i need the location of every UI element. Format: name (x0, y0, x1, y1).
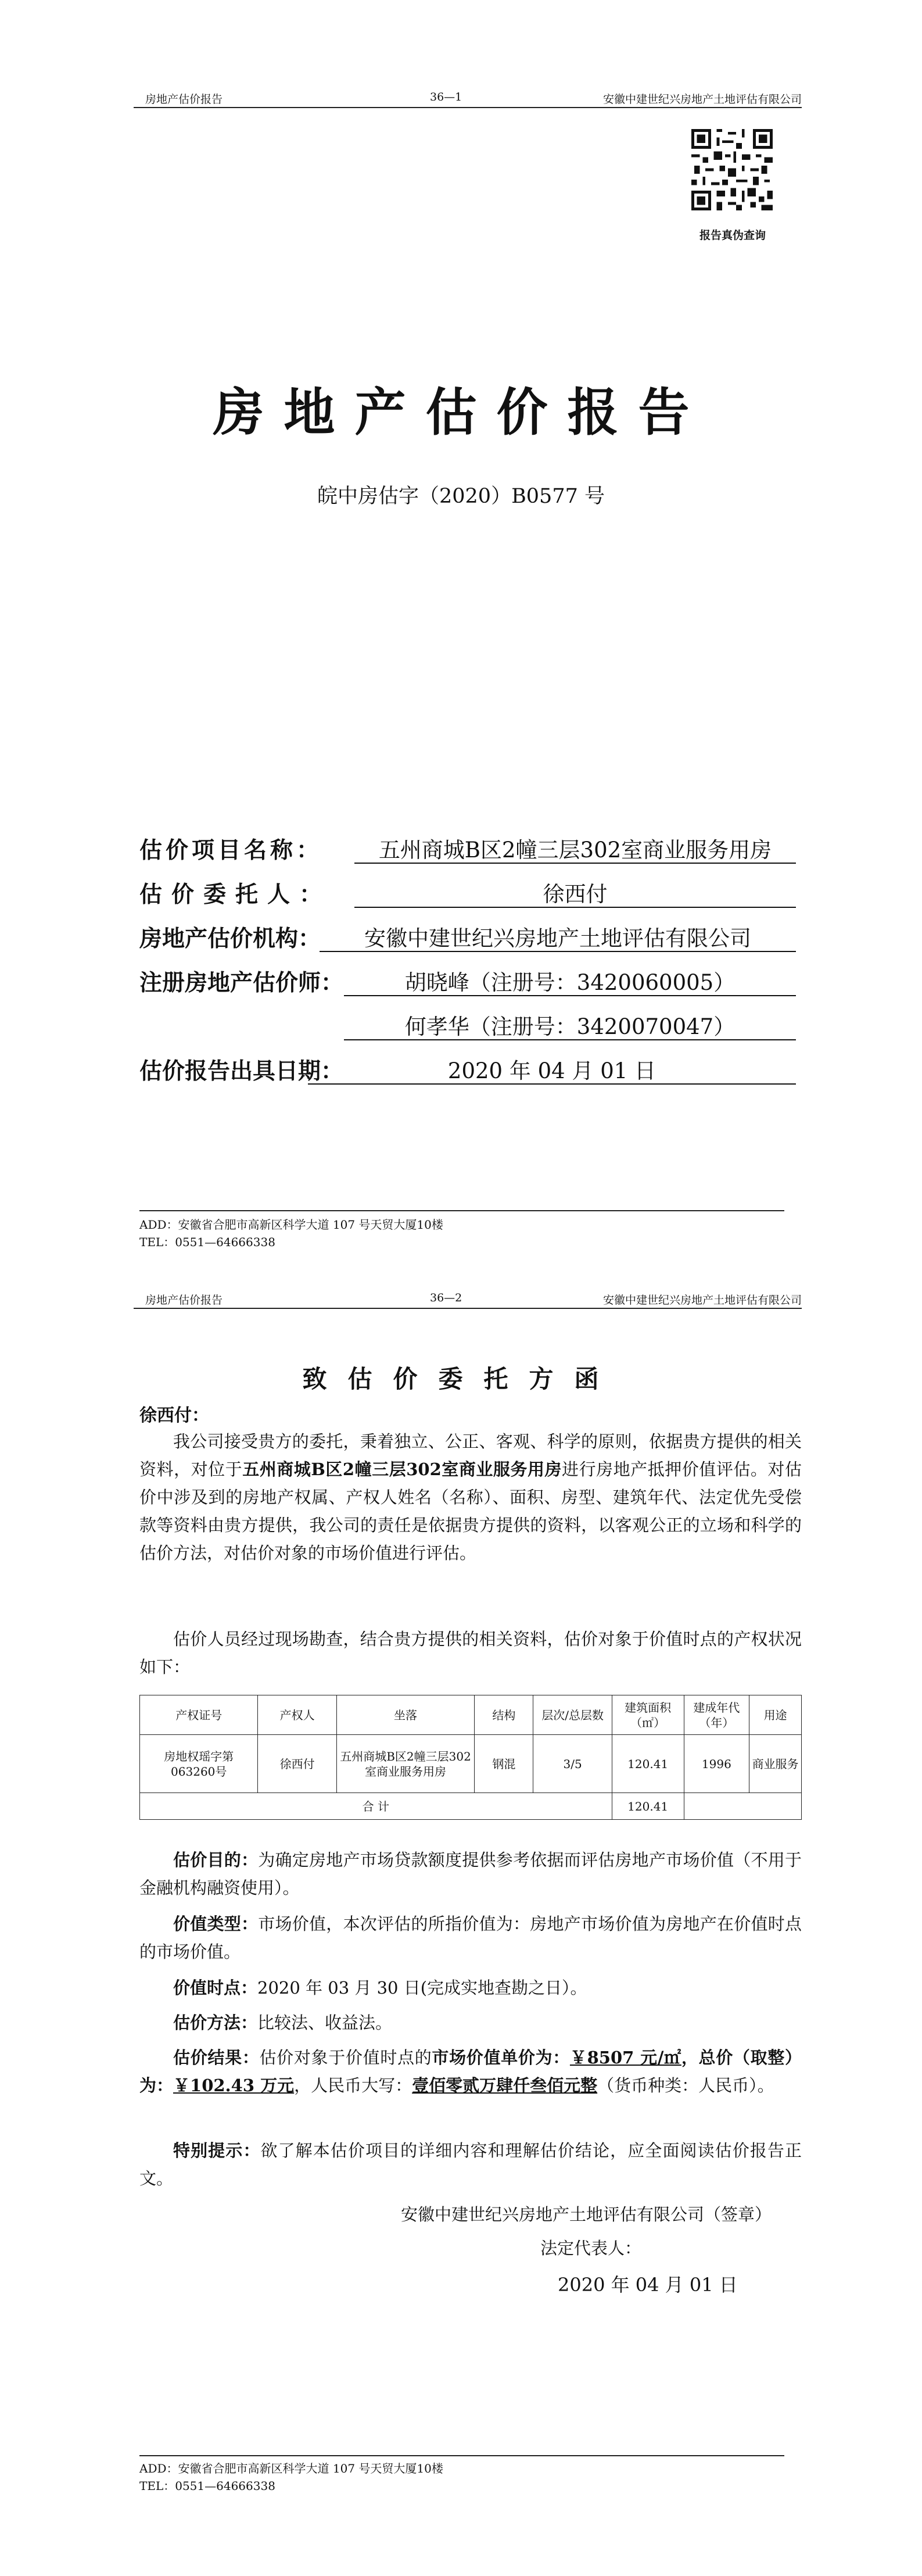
table-cell: 3/5 (533, 1735, 612, 1793)
result-text-bold: 市场价值单价为： (432, 2048, 570, 2067)
footer (139, 2460, 443, 2495)
footer-tel: TEL：0551—64666338 (139, 2479, 275, 2493)
table-header-cell: 建筑面积（㎡） (612, 1695, 684, 1735)
qr-code-icon[interactable] (691, 129, 773, 210)
field-label: 房地产估价机构： (139, 925, 321, 952)
method-text: 比较法、收益法。 (257, 2013, 393, 2033)
footer (139, 1216, 443, 1251)
table-cell-empty (684, 1793, 801, 1820)
table-total-label: 合 计 (140, 1793, 612, 1820)
purpose-paragraph (139, 1846, 802, 1902)
field-value: 2020 年 04 月 01 日 (308, 1053, 796, 1085)
footer-address: ADD：安徽省合肥市高新区科学大道 107 号天贸大厦10楼 (139, 2461, 443, 2475)
footer-divider (139, 2455, 784, 2456)
result-label: 估价结果： (173, 2048, 260, 2067)
table-header-cell: 层次/总层数 (533, 1695, 612, 1735)
letter-addressee: 徐西付： (139, 1405, 209, 1426)
letter-paragraph-2: 估价人员经过现场勘查，结合贵方提供的相关资料，估价对象于价值时点的产权状况如下： (139, 1629, 802, 1677)
note-text: 欲了解本估价项目的详细内容和理解估价结论，应全面阅读估价报告正文。 (139, 2141, 802, 2188)
signature-company: 安徽中建世纪兴房地产土地评估有限公司（签章） (401, 2205, 772, 2224)
table-header-cell: 产权人 (258, 1695, 336, 1735)
purpose-label: 估价目的： (173, 1850, 259, 1870)
table-total-row (140, 1793, 802, 1820)
field-value: 胡晓峰（注册号：3420060005） (344, 965, 796, 996)
paragraph-text: 我公司接受贵方的委托，秉着独立、公正、客观、科学的原则，依据贵方提供的相关资料，对位于 (139, 1432, 802, 1479)
total-price: ￥102.43 万元 (173, 2076, 295, 2095)
report-title: 房地产估价报告 (213, 382, 709, 442)
property-table (139, 1695, 802, 1820)
table-cell: 房地权瑶字第063260号 (140, 1735, 258, 1793)
result-paragraph (139, 2044, 802, 2099)
table-cell: 120.41 (612, 1735, 684, 1793)
page-letter (0, 1288, 922, 2576)
note-paragraph (139, 2137, 802, 2192)
footer-tel: TEL：0551—64666338 (139, 1235, 275, 1249)
table-header-cell: 结构 (475, 1695, 533, 1735)
value-type-paragraph (139, 1910, 802, 1966)
page-header (134, 87, 802, 108)
table-total-area: 120.41 (612, 1793, 684, 1820)
header-left: 房地产估价报告 (145, 1294, 223, 1307)
field-value: 何孝华（注册号：3420070047） (344, 1009, 796, 1040)
header-page-number: 36—1 (430, 91, 462, 103)
result-text: （货币种类：人民币）。 (597, 2076, 774, 2095)
value-type-text: 市场价值，本次评估的所指价值为：房地产市场价值为房地产在价值时点的市场价值。 (139, 1914, 802, 1962)
table-cell: 商业服务 (749, 1735, 802, 1793)
table-header-cell: 产权证号 (140, 1695, 258, 1735)
field-label: 注册房地产估价师： (139, 969, 344, 996)
header-page-number: 36—2 (430, 1291, 462, 1304)
total-price-capitals: 壹佰零贰万肆仟叁佰元整 (412, 2076, 598, 2095)
qr-caption: 报告真伪查询 (699, 229, 766, 242)
table-cell: 1996 (684, 1735, 749, 1793)
field-label: 估价项目名称： (139, 837, 323, 864)
letter-title: 致估价委托方函 (302, 1365, 620, 1393)
table-header-row (140, 1695, 802, 1735)
table-row (140, 1735, 802, 1793)
result-text: ，人民币大写： (294, 2076, 412, 2095)
value-type-label: 价值类型： (173, 1914, 259, 1934)
table-cell: 钢混 (475, 1735, 533, 1793)
property-location: 五州商城B区2幢三层302室商业服务用房 (242, 1459, 562, 1479)
method-label: 估价方法： (173, 2013, 258, 2033)
signature-date: 2020 年 04 月 01 日 (558, 2274, 738, 2296)
footer-address: ADD：安徽省合肥市高新区科学大道 107 号天贸大厦10楼 (139, 1218, 443, 1232)
header-left: 房地产估价报告 (145, 93, 223, 106)
table-header-cell: 坐落 (336, 1695, 475, 1735)
table-cell: 五州商城B区2幢三层302室商业服务用房 (336, 1735, 475, 1793)
field-value: 徐西付 (354, 876, 796, 908)
header-company: 安徽中建世纪兴房地产土地评估有限公司 (602, 93, 802, 106)
field-label: 估价报告出具日期： (139, 1058, 344, 1085)
purpose-text: 为确定房地产市场贷款额度提供参考依据而评估房地产市场价值（不用于金融机构融资使用）。 (139, 1850, 802, 1898)
document-number: 皖中房估字（2020）B0577 号 (317, 485, 605, 508)
value-date-paragraph (139, 1974, 802, 2002)
table-header-cell: 用途 (749, 1695, 802, 1735)
result-text: 估价对象于价值时点的 (259, 2048, 432, 2067)
field-label: 估价委托人： (139, 881, 332, 908)
method-paragraph (139, 2009, 802, 2037)
page-header (134, 1288, 802, 1309)
value-date-text: 2020 年 03 月 30 日(完成实地查勘之日）。 (257, 1978, 587, 1998)
paragraph-text: 进行房地产抵押价值评估。对估价中涉及到的房地产权属、产权人姓名（名称）、面积、房型、建筑年代、法定优先受偿款等资料由贵方提供，我公司的责任是依据贵方提供的资料，以客观公正的立场和科学的估价方法，对估价对象的市场价值进行评估。 (139, 1459, 802, 1563)
header-company: 安徽中建世纪兴房地产土地评估有限公司 (602, 1294, 802, 1307)
table-header-cell: 建成年代（年） (684, 1695, 749, 1735)
result-text-bold: ，总价（取整）为： (139, 2048, 802, 2095)
table-cell: 徐西付 (258, 1735, 336, 1793)
letter-paragraph-1 (139, 1427, 802, 1567)
unit-price: ￥8507 元/㎡ (569, 2048, 681, 2067)
footer-divider (139, 1210, 784, 1211)
field-value: 五州商城B区2幢三层302室商业服务用房 (354, 832, 796, 864)
note-label: 特别提示： (173, 2141, 261, 2160)
signature-representative: 法定代表人： (540, 2238, 642, 2258)
value-date-label: 价值时点： (173, 1978, 258, 1998)
field-value: 安徽中建世纪兴房地产土地评估有限公司 (320, 921, 796, 952)
